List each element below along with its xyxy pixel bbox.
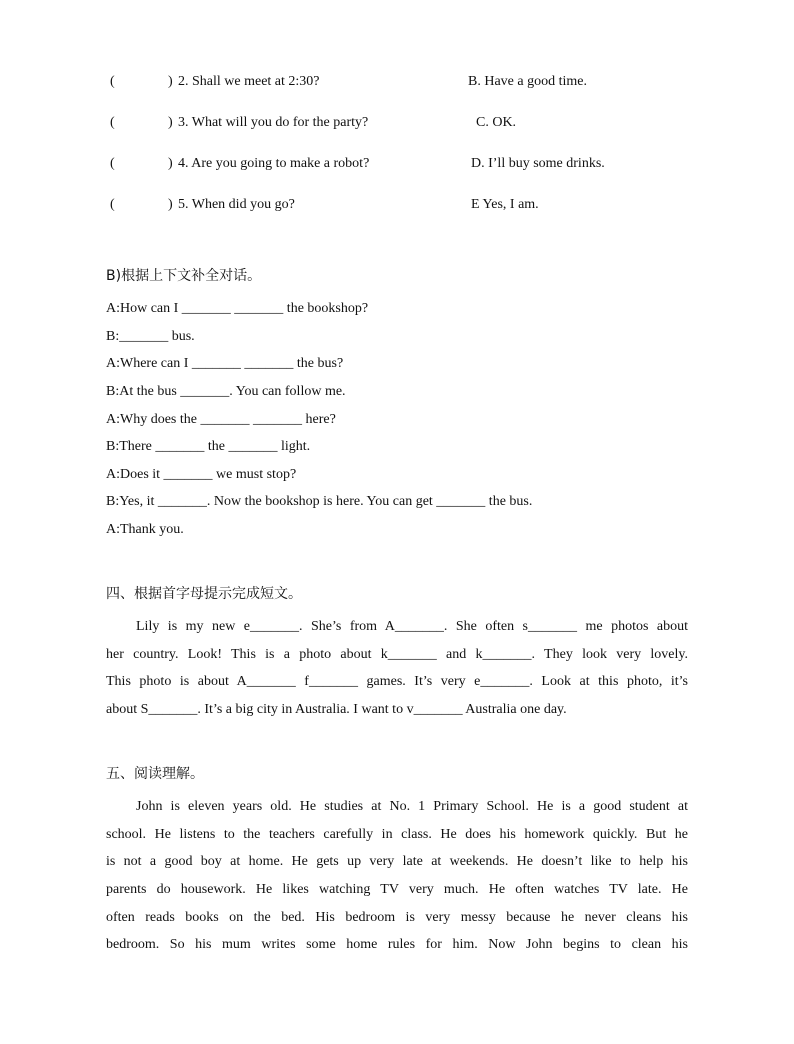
section-5-heading: 五、阅读理解。	[106, 766, 204, 782]
passage-line: school. He listens to the teachers carefully in class. He does his homework quickly. But he	[106, 826, 688, 842]
matching-question: 5. When did you go?	[178, 197, 295, 212]
dialogue-line: A:Where can I _______ _______ the bus?	[106, 356, 344, 371]
passage-line: bedroom. So his mum writes some home rules for him. Now John begins to clean his	[106, 937, 688, 953]
dialogue-line: B:At the bus _______. You can follow me.	[106, 384, 346, 399]
dialogue-line: A:How can I _______ _______ the bookshop?	[106, 301, 369, 316]
dialogue-line: B:Yes, it _______. Now the bookshop is here. You can get _______ the bus.	[106, 494, 533, 509]
passage-line: her country. Look! This is a photo about k_______ and k_______. They look very lovely.	[106, 646, 688, 662]
answer-paren-close: )	[168, 74, 173, 89]
cloze-passage	[106, 613, 688, 724]
reading-passage	[106, 793, 688, 959]
passage-line: This photo is about A_______ f_______ games. It’s very e_______. Look at this photo, it’s	[106, 674, 688, 690]
section-b-heading: B)根据上下文补全对话。	[106, 268, 262, 284]
answer-paren-close: )	[168, 156, 173, 171]
answer-paren-close: )	[168, 197, 173, 212]
passage-line: often reads books on the bed. His bedroom is very messy because he never cleans his	[106, 909, 688, 925]
passage-line: about S_______. It’s a big city in Australia. I want to v_______ Australia one day.	[106, 702, 567, 718]
answer-paren-open: (	[110, 156, 115, 171]
answer-paren-open: (	[110, 74, 115, 89]
answer-paren-close: )	[168, 115, 173, 130]
matching-answer: D. I’ll buy some drinks.	[471, 156, 605, 171]
answer-paren-open: (	[110, 197, 115, 212]
matching-question: 4. Are you going to make a robot?	[178, 156, 370, 171]
passage-line: John is eleven years old. He studies at No. 1 Primary School. He is a good student at	[136, 799, 688, 814]
matching-row	[110, 156, 710, 176]
matching-answer: E Yes, I am.	[471, 197, 539, 212]
dialogue-line: B:There _______ the _______ light.	[106, 439, 311, 454]
section-4-heading: 四、根据首字母提示完成短文。	[106, 586, 302, 602]
matching-answer: B. Have a good time.	[468, 74, 587, 89]
dialogue-line: B:_______ bus.	[106, 329, 195, 344]
passage-line: Lily is my new e_______. She’s from A_______. She often s_______ me photos about	[136, 619, 688, 634]
dialogue-line: A:Why does the _______ _______ here?	[106, 412, 336, 427]
dialogue-line: A:Does it _______ we must stop?	[106, 467, 297, 482]
matching-row	[110, 115, 710, 135]
matching-answer: C. OK.	[476, 115, 517, 130]
answer-paren-open: (	[110, 115, 115, 130]
matching-row	[110, 197, 710, 217]
matching-question: 3. What will you do for the party?	[178, 115, 369, 130]
passage-line: parents do housework. He likes watching TV very much. He often watches TV late. He	[106, 882, 688, 898]
matching-question: 2. Shall we meet at 2:30?	[178, 74, 320, 89]
matching-row	[110, 74, 710, 94]
passage-line: is not a good boy at home. He gets up very late at weekends. He doesn’t like to help his	[106, 854, 688, 870]
dialogue-line: A:Thank you.	[106, 522, 184, 537]
